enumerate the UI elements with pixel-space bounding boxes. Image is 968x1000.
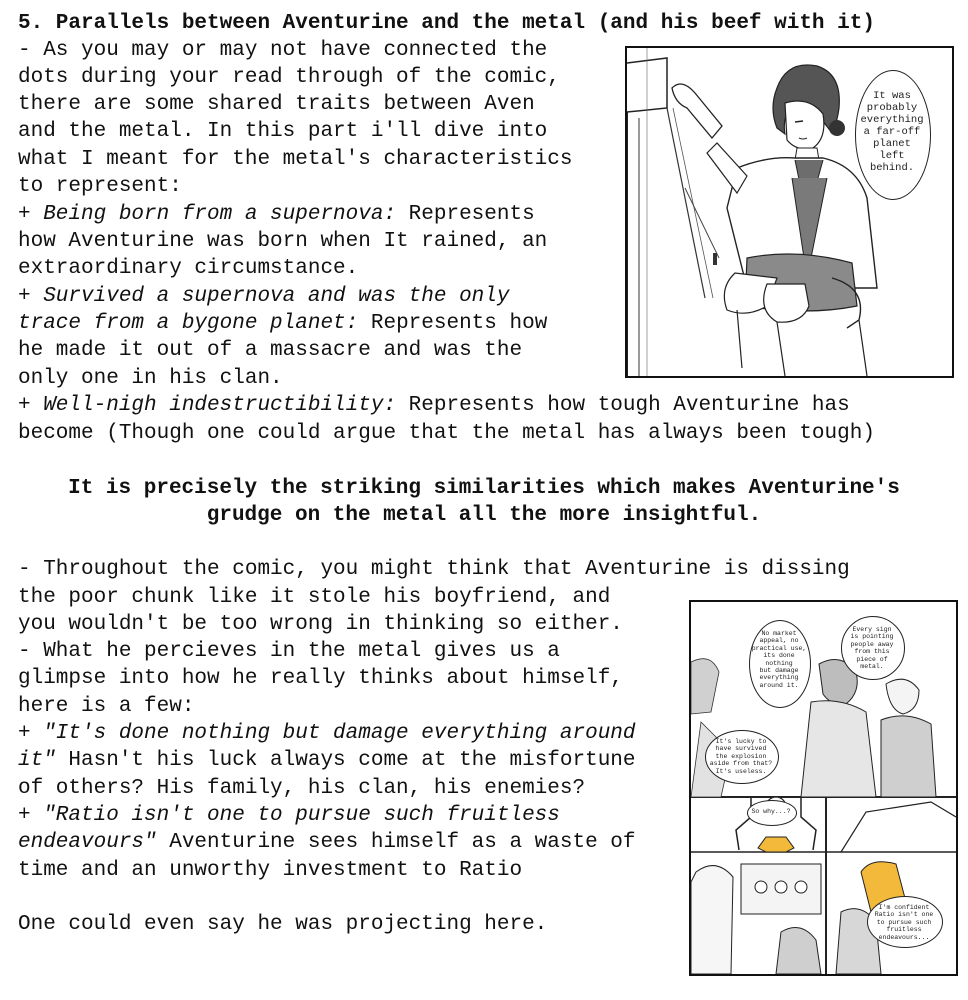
quote-label: it" (18, 749, 56, 772)
paragraph-line: what I meant for the metal's characteristics (18, 148, 573, 171)
quote-label: endeavours" (18, 831, 157, 854)
thesis-line: grudge on the metal all the more insightful. (206, 504, 762, 527)
speech-bubble-text: No market appeal, no practical use, its done nothing but damage everything around it. (751, 630, 807, 689)
trait-item (18, 310, 547, 337)
quote-label: + "Ratio isn't one to pursue such fruitless (18, 804, 560, 827)
paragraph-line: you wouldn't be too wrong in thinking so either. (18, 613, 623, 636)
quote-text: Aventurine sees himself as a waste of (156, 831, 636, 854)
trait-label: + Well-nigh indestructibility: (18, 394, 397, 417)
quote-text: Hasn't his luck always come at the misfortune (55, 749, 636, 772)
speech-bubble-text: Every sign is pointing people away from this piece of metal. (850, 626, 894, 671)
paragraph-line: the poor chunk like it stole his boyfriend, and (18, 586, 611, 609)
paragraph-line: dots during your read through of the comic, (18, 66, 560, 89)
quote-label: + "It's done nothing but damage everything around (18, 722, 636, 745)
paragraph-line: time and an unworthy investment to Ratio (18, 859, 523, 882)
paragraph-line: and the metal. In this part i'll dive into (18, 120, 548, 143)
quote-item (18, 829, 636, 856)
trait-text: Represents how tough Aventurine has (396, 394, 850, 417)
paragraph-line: extraordinary circumstance. (18, 257, 359, 280)
trait-item (18, 201, 535, 228)
quote-item (18, 747, 636, 774)
paragraph-line: - Throughout the comic, you might think that Aventurine is dissing (18, 558, 850, 581)
comic-panel-2 (689, 600, 958, 976)
paragraph-line: glimpse into how he really thinks about himself, (18, 667, 623, 690)
speech-bubble-text: It was probably everything a far-off planet left behind. (860, 90, 924, 174)
metal-chunk (758, 837, 794, 852)
comic-panel-1 (625, 46, 954, 378)
speech-bubble-text: It's lucky to have survived the explosion aside from that? It's useless. (709, 738, 773, 775)
speech-bubble-text: So why...? (751, 808, 791, 815)
trait-item (18, 392, 850, 419)
paragraph-line: there are some shared traits between Aven (18, 93, 535, 116)
paragraph-line: to represent: (18, 175, 182, 198)
paragraph-line: he made it out of a massacre and was the (18, 339, 523, 362)
speech-bubble-text: I'm confident Ratio isn't one to pursue such fruitless endeavours... (874, 904, 934, 941)
paragraph-line: only one in his clan. (18, 367, 283, 390)
trait-text: Represents (396, 203, 535, 226)
paragraph-line: - As you may or may not have connected the (18, 39, 548, 62)
thesis-line: It is precisely the striking similarities which makes Aventurine's (68, 477, 900, 500)
paragraph-line: become (Though one could argue that the metal has always been tough) (18, 422, 875, 445)
paragraph-line: how Aventurine was born when It rained, an (18, 230, 548, 253)
paragraph-line: here is a few: (18, 695, 195, 718)
trait-text: Represents how (358, 312, 548, 335)
section-heading: 5. Parallels between Aventurine and the metal (and his beef with it) (18, 12, 875, 35)
paragraph-line: - What he percieves in the metal gives us a (18, 640, 560, 663)
trait-label: + Survived a supernova and was the only (18, 285, 510, 308)
trait-label: trace from a bygone planet: (18, 312, 359, 335)
trait-label: + Being born from a supernova: (18, 203, 397, 226)
closing-line: One could even say he was projecting here. (18, 913, 548, 936)
paragraph-line: of others? His family, his clan, his enemies? (18, 777, 586, 800)
